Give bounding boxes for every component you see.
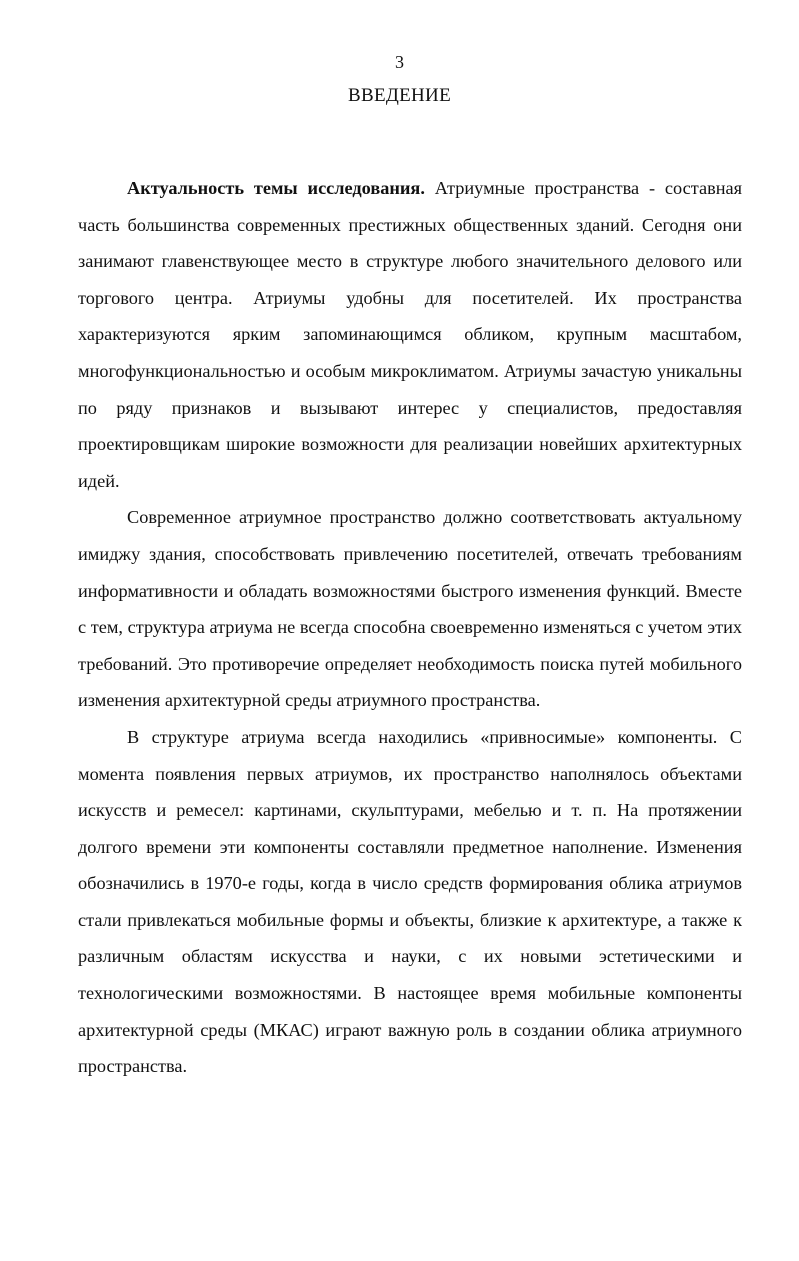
paragraph-structure: В структуре атриума всегда находились «привносимые» компоненты. С момента появления первых атриумов, их пространство наполнялось объектами искусств и ремесел: картинами, скульптурами, мебелью и т. п. На протяжении долгого времени эти компоненты составляли предметное наполнение. Изменения обозначились в 1970-е годы, когда в число средств формирования облика атриумов стали привлекаться мобильные формы и объекты, близкие к архитектуре, а также к различным областям искусства и науки, с их новыми эстетическими и технологическими возможностями. В настоящее время мобильные компоненты архитектурной среды (МКАС) играют важную роль в создании облика атриумного пространства. bbox=[78, 726, 742, 1077]
paragraph-relevance bbox=[78, 170, 742, 499]
section-heading: ВВЕДЕНИЕ bbox=[348, 85, 451, 106]
paragraph-modern-atrium: Современное атриумное пространство должно соответствовать актуальному имиджу здания, способствовать привлечению посетителей, отвечать требованиям информативности и обладать возможностями быстрого изменения функций. Вместе с тем, структура атриума не всегда способна своевременно изменяться с учетом этих требований. Это противоречие определяет необходимость поиска путей мобильного изменения архитектурной среды атриумного пространства. bbox=[78, 507, 742, 711]
body-text bbox=[78, 170, 742, 1085]
paragraph-text: Атриумные пространства - составная часть большинства современных престижных общественных зданий. Сегодня они занимают главенствующее место в структуре любого значительного делового или торгового центра. Атриумы удобны для посетителей. Их пространства характеризуются ярким запоминающимся обликом, крупным масштабом, многофункциональностью и особым микроклиматом. Атриумы зачастую уникальны по ряду признаков и вызывают интерес у специалистов, предоставляя проектировщикам широкие возможности для реализации новейших архитектурных идей. bbox=[78, 178, 743, 491]
page-number: 3 bbox=[395, 52, 404, 72]
paragraph-lead: Актуальность темы исследования. bbox=[127, 178, 425, 198]
